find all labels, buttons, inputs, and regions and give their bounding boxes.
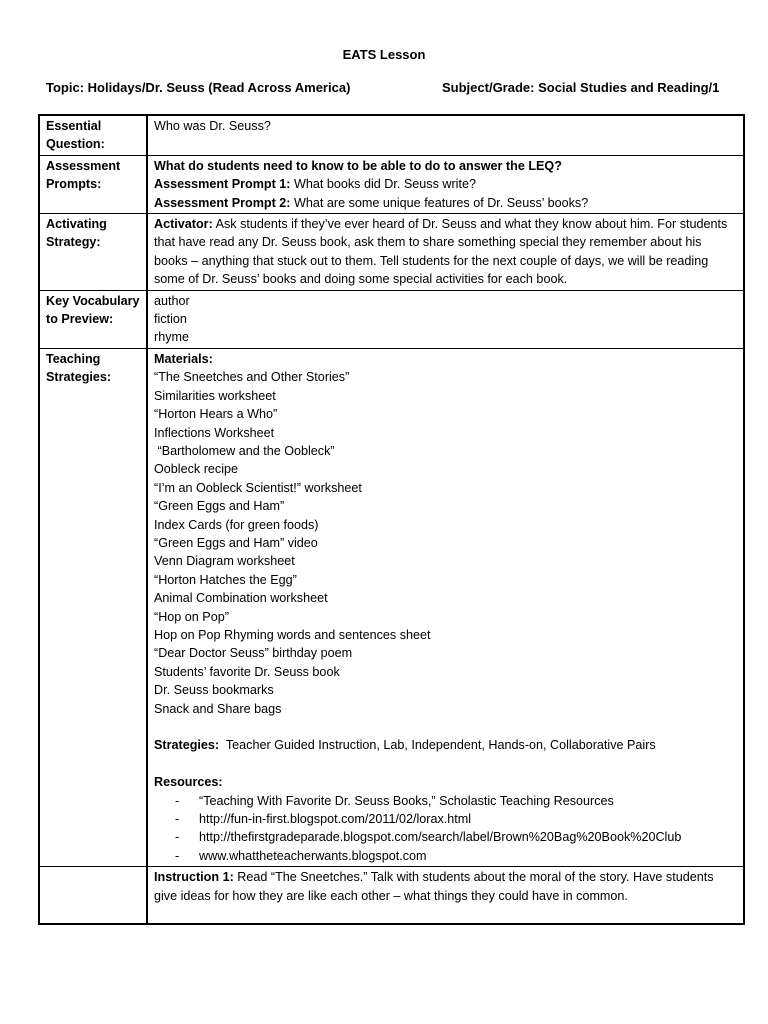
teaching-strategies-label: Teaching Strategies:: [39, 348, 147, 866]
topic-line: Topic: Holidays/Dr. Seuss (Read Across America): [46, 80, 351, 95]
vocabulary-word: author: [154, 293, 190, 308]
key-vocabulary-row: [39, 290, 744, 348]
instruction-label: [39, 867, 147, 925]
material-item: “Bartholomew and the Oobleck”: [154, 443, 335, 458]
material-item: Dr. Seuss bookmarks: [154, 683, 274, 698]
assessment-prompts-row: [39, 155, 744, 213]
material-item: “Green Eggs and Ham” video: [154, 535, 318, 550]
key-vocabulary-label: Key Vocabulary to Preview:: [39, 290, 147, 348]
subject-grade-line: Subject/Grade: Social Studies and Reading/1: [442, 80, 720, 95]
instruction-row: [39, 867, 744, 925]
material-item: Inflections Worksheet: [154, 425, 275, 440]
material-item: “Horton Hatches the Egg”: [154, 572, 297, 587]
material-item: Oobleck recipe: [154, 462, 238, 477]
material-item: “Horton Hears a Who”: [154, 407, 278, 422]
resource-item: - “Teaching With Favorite Dr. Seuss Books,” Scholastic Teaching Resources: [154, 792, 738, 810]
materials-heading: Materials:: [154, 351, 213, 366]
material-item: Index Cards (for green foods): [154, 517, 319, 532]
resources-list: [154, 792, 738, 866]
material-item: Hop on Pop Rhyming words and sentences sheet: [154, 627, 431, 642]
material-item: Animal Combination worksheet: [154, 591, 328, 606]
material-item: “Dear Doctor Seuss” birthday poem: [154, 646, 353, 661]
materials-list: [154, 368, 738, 718]
activating-strategy-label: Activating Strategy:: [39, 214, 147, 291]
vocabulary-list: [147, 290, 744, 348]
material-item: Similarities worksheet: [154, 388, 276, 403]
strategies-line: Strategies: Teacher Guided Instruction, Lab, Independent, Hands-on, Collaborative Pairs: [154, 738, 656, 753]
document-title: EATS Lesson: [342, 47, 426, 62]
material-item: “I’m an Oobleck Scientist!” worksheet: [154, 480, 362, 495]
material-item: “The Sneetches and Other Stories”: [154, 370, 350, 385]
resource-link[interactable]: - http://thefirstgradeparade.blogspot.com/search/label/Brown%20Bag%20Book%20Club: [154, 828, 738, 846]
resource-link[interactable]: - http://fun-in-first.blogspot.com/2011/02/lorax.html: [154, 810, 738, 828]
instruction-1-paragraph: Instruction 1: Read “The Sneetches.” Talk with students about the moral of the story. Have students give ideas for how they are like each other – what things they could have in common.: [147, 867, 744, 925]
activating-strategy-row: [39, 214, 744, 291]
material-item: “Hop on Pop”: [154, 609, 229, 624]
essential-question-text: Who was Dr. Seuss?: [147, 115, 744, 155]
material-item: Venn Diagram worksheet: [154, 554, 295, 569]
activator-paragraph: Activator: Ask students if they’ve ever heard of Dr. Seuss and what they know about him. For students that have read any Dr. Seuss book, ask them to share something special they remember about his books – anything that stuck out to them. Tell students for the next couple of days, we will be reading some of Dr. Seuss’ books and doing some special activities for each book.: [147, 214, 744, 291]
resources-heading: Resources:: [154, 775, 223, 790]
essential-question-label: Essential Question:: [39, 115, 147, 155]
assessment-prompt-1: Assessment Prompt 1: What books did Dr. Seuss write?: [154, 177, 476, 192]
teaching-strategies-row: [39, 348, 744, 866]
assessment-heading: What do students need to know to be able to do to answer the LEQ?: [154, 158, 562, 173]
assessment-prompt-2: Assessment Prompt 2: What are some unique features of Dr. Seuss’ books?: [154, 195, 589, 210]
essential-question-row: [39, 115, 744, 155]
assessment-prompts-label: Assessment Prompts:: [39, 155, 147, 213]
lesson-table: [38, 114, 745, 925]
material-item: Students’ favorite Dr. Seuss book: [154, 664, 340, 679]
resource-link[interactable]: - www.whattheteacherwants.blogspot.com: [154, 847, 738, 865]
vocabulary-word: rhyme: [154, 330, 189, 345]
vocabulary-word: fiction: [154, 312, 187, 327]
material-item: “Green Eggs and Ham”: [154, 499, 285, 514]
material-item: Snack and Share bags: [154, 701, 282, 716]
